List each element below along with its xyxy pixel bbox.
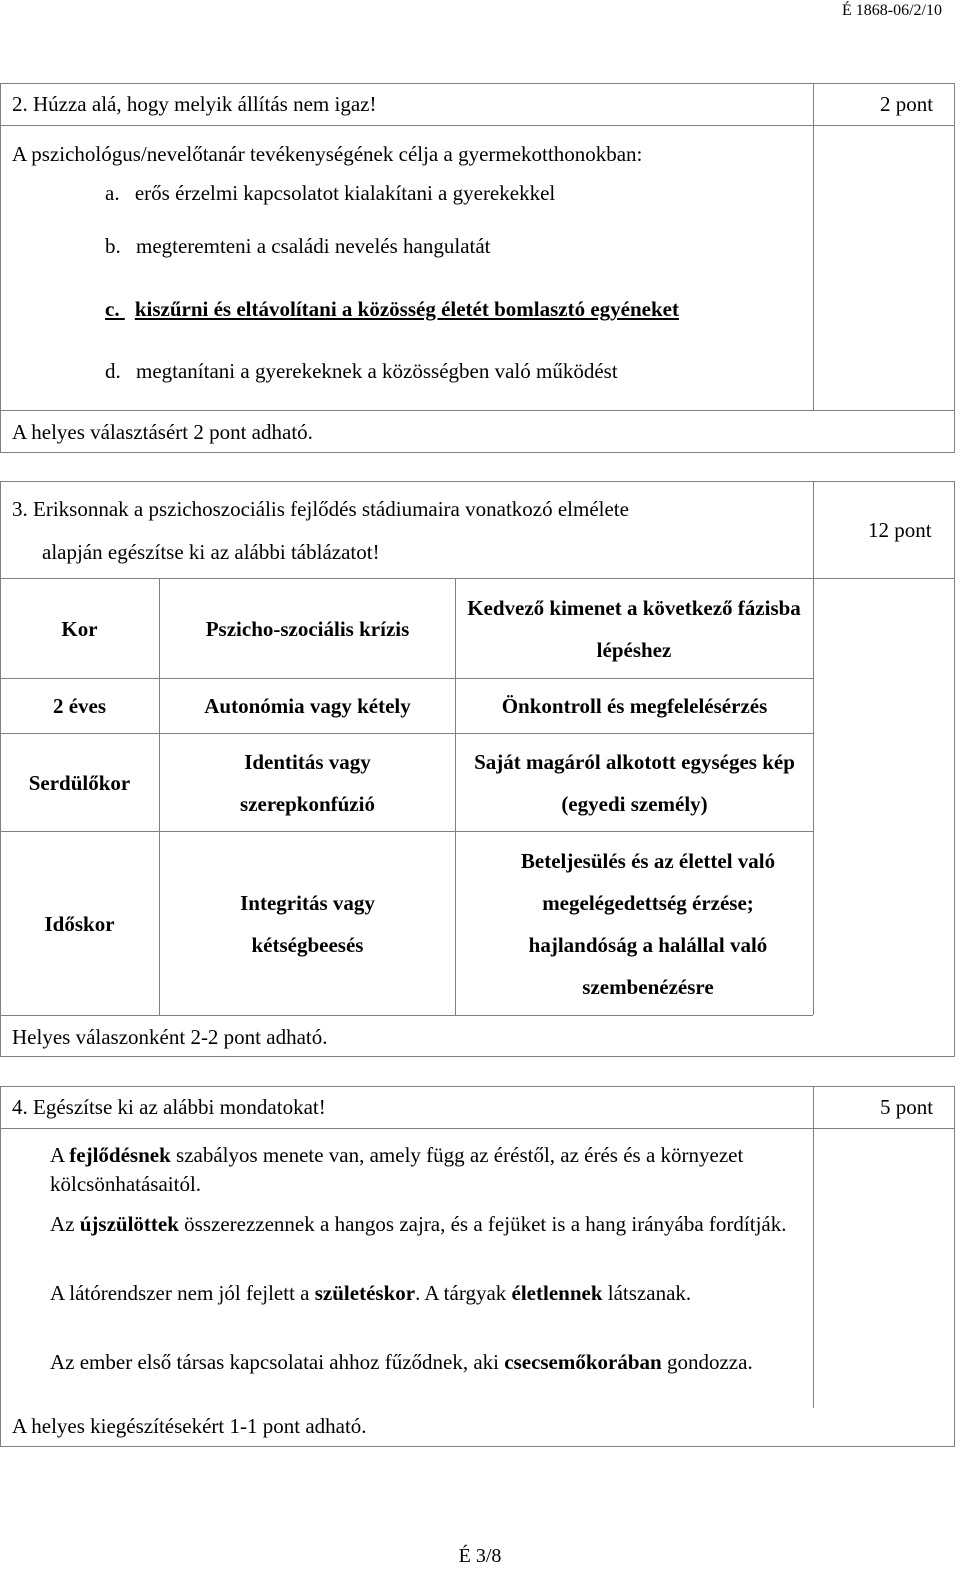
table-border-right bbox=[813, 578, 814, 1015]
table-header-kor: Kor bbox=[61, 616, 98, 641]
q4-title: 4. Egészítse ki az alábbi mondatokat! bbox=[12, 1095, 326, 1119]
q4-scoring: A helyes kiegészítésekért 1-1 pont adható. bbox=[12, 1414, 367, 1438]
q2-scoring-divider bbox=[0, 410, 955, 411]
option-letter: c. bbox=[105, 297, 120, 321]
q3-scoring: Helyes válaszonként 2-2 pont adható. bbox=[12, 1025, 328, 1049]
answer-word: újszülöttek bbox=[79, 1212, 179, 1236]
table-cell-crisis: Identitás vagy szerepkonfúzió bbox=[240, 749, 375, 816]
table-header-kimenet: Kedvező kimenet a következő fázisba lépéshez bbox=[467, 595, 801, 662]
table-cell-outcome: Beteljesülés és az élettel való megelégedettség érzése; hajlandóság a halállal való szembenézésre bbox=[520, 848, 776, 999]
q4-sentence-4: Az ember első társas kapcsolatai ahhoz fűződnek, aki csecsemőkorában gondozza. bbox=[50, 1350, 753, 1374]
document-code: É 1868-06/2/10 bbox=[842, 2, 942, 19]
page-number: É 3/8 bbox=[458, 1545, 502, 1567]
q3-title-line1: 3. Eriksonnak a pszichoszociális fejlődés stádiumaira vonatkozó elmélete bbox=[12, 497, 629, 521]
answer-word: csecsemőkorában bbox=[504, 1350, 662, 1374]
answer-word: születéskor bbox=[314, 1281, 416, 1305]
question-2-box bbox=[0, 83, 955, 453]
table-header-krizis: Pszicho-szociális krízis bbox=[205, 616, 410, 641]
q2-stem: A pszichológus/nevelőtanár tevékenységének célja a gyermekotthonokban: bbox=[12, 142, 643, 166]
q4-sentence-3: A látórendszer nem jól fejlett a születéskor. A tárgyak életlennek látszanak. bbox=[50, 1281, 692, 1305]
table-cell-crisis: Integritás vagy kétségbeesés bbox=[240, 890, 375, 957]
table-cell-age: Időskor bbox=[44, 911, 115, 936]
table-cell-outcome: Önkontroll és megfelelésérzés bbox=[501, 694, 768, 718]
table-cell-age: Serdülőkor bbox=[28, 770, 131, 795]
answer-word: életlennek bbox=[511, 1281, 603, 1305]
table-cell-crisis: Autonómia vagy kétely bbox=[204, 694, 411, 718]
answer-word: fejlődésnek bbox=[69, 1143, 171, 1167]
q2-title: 2. Húzza alá, hogy melyik állítás nem igaz! bbox=[12, 92, 377, 116]
q3-title-line2: alapján egészítse ki az alábbi táblázatot! bbox=[42, 540, 380, 564]
q2-option-a bbox=[105, 181, 555, 205]
q4-points: 5 pont bbox=[880, 1095, 934, 1119]
q4-sentence-2: Az újszülöttek összerezzennek a hangos zajra, és a fejüket is a hang irányába fordítják. bbox=[50, 1212, 787, 1236]
option-letter: d. bbox=[105, 359, 121, 383]
q2-header-divider bbox=[0, 125, 955, 126]
table-cell-outcome: Saját magáról alkotott egységes kép (egyedi személy) bbox=[474, 749, 795, 816]
q4-header-divider bbox=[0, 1128, 955, 1129]
q2-option-d bbox=[105, 359, 618, 383]
q2-points-column-divider bbox=[813, 83, 814, 410]
table-border-bottom bbox=[0, 1015, 813, 1016]
q2-scoring: A helyes választásért 2 pont adható. bbox=[12, 420, 313, 444]
q3-points-column-divider bbox=[813, 481, 814, 578]
option-text: erős érzelmi kapcsolatot kialakítani a gyerekekkel bbox=[134, 181, 556, 205]
q4-sentence-1: A fejlődésnek szabályos menete van, amely függ az éréstől, az érés és a környezet kölcsönhatásaitól. bbox=[50, 1143, 744, 1196]
option-text: megtanítani a gyerekeknek a közösségben való működést bbox=[136, 359, 618, 383]
q3-points: 12 pont bbox=[868, 518, 932, 542]
q2-option-b bbox=[105, 234, 491, 258]
q4-points-column-divider bbox=[813, 1086, 814, 1408]
table-cell-age: 2 éves bbox=[52, 694, 107, 718]
option-letter: a. bbox=[105, 181, 120, 205]
table-column-divider bbox=[455, 578, 456, 1015]
option-letter: b. bbox=[105, 234, 121, 258]
q2-option-c-underlined bbox=[105, 297, 679, 321]
option-text: megteremteni a családi nevelés hangulatát bbox=[136, 234, 491, 258]
q2-points: 2 pont bbox=[880, 92, 934, 116]
option-text: kiszűrni és eltávolítani a közösség életét bomlasztó egyéneket bbox=[134, 297, 679, 321]
